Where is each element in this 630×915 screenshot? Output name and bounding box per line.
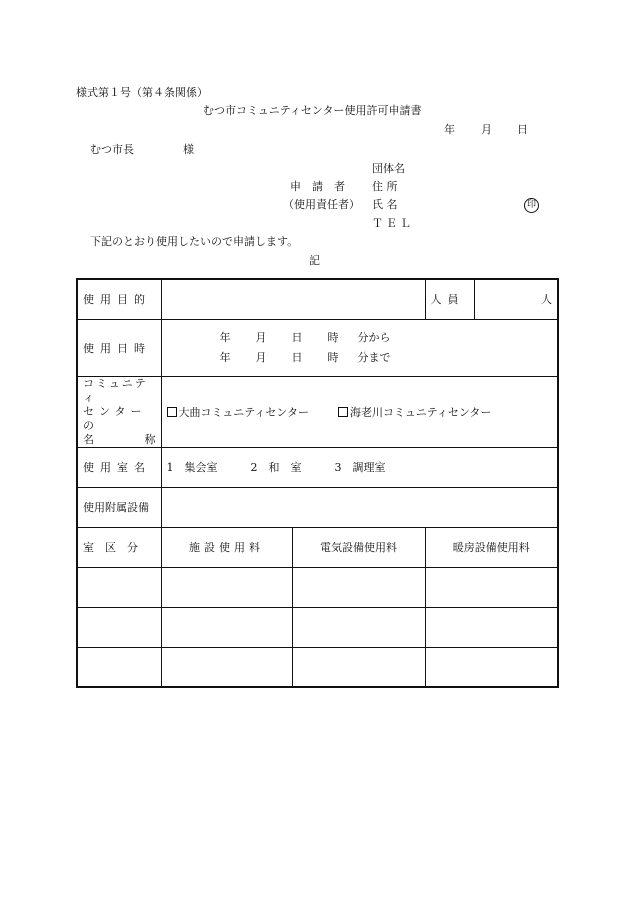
datetime-field[interactable] <box>161 319 558 376</box>
division-label: 室 区 分 <box>77 527 161 567</box>
document-title: むつ市コミュニティセンター使用許可申請書 <box>203 104 422 117</box>
ki-mark: 記 <box>309 254 320 267</box>
table-row <box>77 567 558 607</box>
form-number: 様式第１号（第４条関係） <box>76 86 208 99</box>
facility-fee-cell[interactable] <box>161 647 292 687</box>
equipment-label: 使用附属設備 <box>77 487 161 527</box>
checkbox-icon[interactable] <box>167 407 177 417</box>
address-label: 住 所 <box>372 180 398 193</box>
purpose-field[interactable] <box>161 279 425 319</box>
center-option-ebikawa[interactable]: 海老川コミュニティセンター <box>338 406 491 419</box>
heating-fee-cell[interactable] <box>425 607 558 647</box>
facility-fee-cell[interactable] <box>161 607 292 647</box>
responsible-label: （使用責任者） <box>283 198 360 211</box>
table-row <box>77 607 558 647</box>
people-label: 人員 <box>425 279 474 319</box>
datetime-to: 年 月 日 時 分まで <box>219 350 391 364</box>
equipment-field[interactable] <box>161 487 558 527</box>
electric-fee-cell[interactable] <box>292 647 425 687</box>
application-table <box>76 278 559 688</box>
checkbox-icon[interactable] <box>338 407 348 417</box>
applicant-label: 申 請 者 <box>290 180 345 193</box>
division-cell[interactable] <box>77 607 161 647</box>
name-label: 氏 名 <box>372 198 398 211</box>
room-options[interactable]: 1 集会室 2 和 室 3 調理室 <box>161 447 558 487</box>
division-cell[interactable] <box>77 567 161 607</box>
center-label: コミュニティ センターの 名 称 <box>77 376 161 447</box>
heating-fee-cell[interactable] <box>425 567 558 607</box>
room-label: 使用室名 <box>77 447 161 487</box>
people-unit: 人 <box>541 293 553 307</box>
group-name-label: 団体名 <box>372 162 405 175</box>
center-options <box>161 376 558 447</box>
purpose-label: 使用目的 <box>77 279 161 319</box>
division-cell[interactable] <box>77 647 161 687</box>
datetime-label: 使用日時 <box>77 319 161 376</box>
honorific: 様 <box>183 143 194 156</box>
electric-fee-header: 電気設備使用料 <box>292 527 425 567</box>
heating-fee-header: 暖房設備使用料 <box>425 527 558 567</box>
datetime-from: 年 月 日 時 分から <box>219 330 391 344</box>
electric-fee-cell[interactable] <box>292 567 425 607</box>
heating-fee-cell[interactable] <box>425 647 558 687</box>
date-day: 日 <box>517 123 528 136</box>
tel-label: ＴＥＬ <box>372 217 414 230</box>
center-option-omagari[interactable]: 大曲コミュニティセンター <box>167 406 309 419</box>
seal-mark: 印 <box>524 197 539 213</box>
people-field[interactable] <box>474 279 558 319</box>
table-row <box>77 647 558 687</box>
electric-fee-cell[interactable] <box>292 607 425 647</box>
date-month: 月 <box>481 123 492 136</box>
addressee: むつ市長 <box>90 143 134 156</box>
date-year: 年 <box>444 123 455 136</box>
intro-text: 下記のとおり使用したいので申請します。 <box>90 235 299 248</box>
facility-fee-header: 施設使用料 <box>161 527 292 567</box>
facility-fee-cell[interactable] <box>161 567 292 607</box>
